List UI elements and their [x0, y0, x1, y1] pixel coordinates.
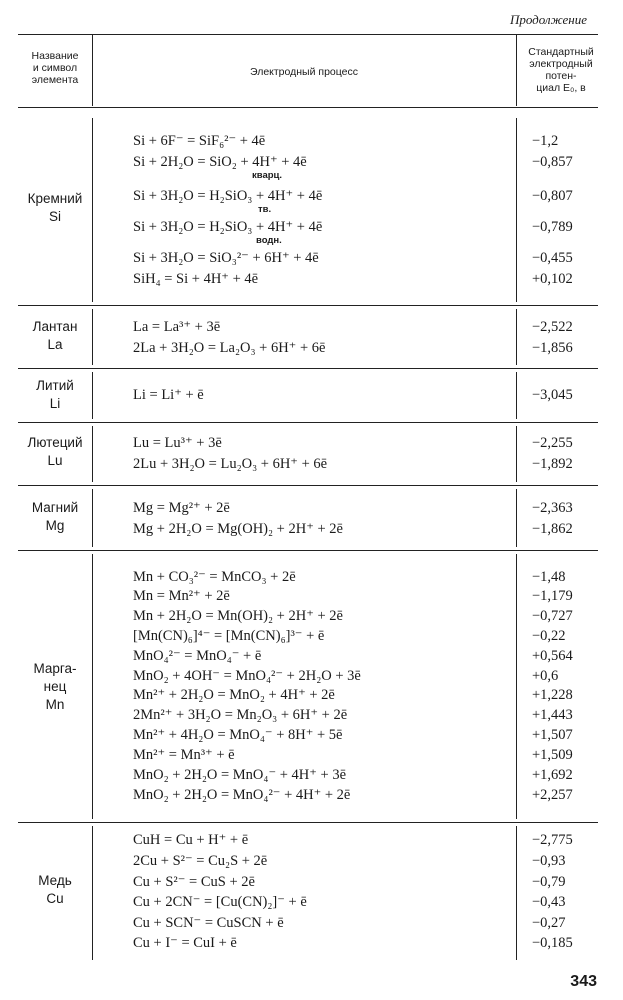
column-divider — [516, 554, 517, 819]
element-symbol: Mg — [45, 518, 65, 533]
section-rule — [18, 822, 598, 823]
potential: +1,509 — [532, 747, 573, 763]
reaction: 2Mn²⁺ + 3H₂O = Mn₂O₃ + 6H⁺ + 2ē — [133, 707, 348, 723]
element-symbol: Mn — [45, 697, 65, 712]
potential: −2,775 — [532, 832, 573, 848]
reaction: Mg = Mg²⁺ + 2ē — [133, 500, 230, 516]
reaction: Si + 3H₂O = H₂SiO₃ + 4H⁺ + 4ē — [133, 188, 323, 204]
reaction: Mn + 2H₂O = Mn(OH)₂ + 2H⁺ + 2ē — [133, 608, 343, 624]
reaction: Si + 3H₂O = H₂SiO₃ + 4H⁺ + 4ē — [133, 219, 323, 235]
header-name-line: элемента — [31, 74, 79, 86]
reaction: La = La³⁺ + 3ē — [133, 319, 221, 335]
header-name-line: и символ — [32, 62, 78, 74]
reaction: MnO₂ + 2H₂O = MnO₄⁻ + 4H⁺ + 3ē — [133, 767, 347, 783]
potential: −0,185 — [532, 935, 573, 951]
reaction: MnO₄²⁻ = MnO₄⁻ + ē — [133, 648, 262, 664]
potential: −3,045 — [532, 387, 573, 403]
element-name-line: Кремний — [27, 191, 83, 206]
potential: −2,522 — [532, 319, 573, 335]
potential: −1,179 — [532, 588, 573, 604]
potential: −0,789 — [532, 219, 573, 235]
potential: −0,27 — [532, 915, 566, 931]
section-rule — [18, 368, 598, 369]
continuation-label: Продолжение — [509, 12, 587, 27]
phase-note: тв. — [258, 204, 272, 215]
reaction: 2La + 3H₂O = La₂O₃ + 6H⁺ + 6ē — [133, 340, 326, 356]
element-symbol: Cu — [46, 891, 64, 906]
element-name-magnesium — [18, 499, 92, 535]
potential: −1,892 — [532, 456, 573, 472]
reaction: MnO₂ + 4OH⁻ = MnO₄²⁻ + 2H₂O + 3ē — [133, 668, 361, 684]
column-divider — [92, 554, 93, 819]
potential: −1,2 — [532, 133, 559, 149]
element-symbol: Li — [49, 396, 61, 411]
column-divider — [516, 118, 517, 302]
potential: +0,102 — [532, 271, 573, 287]
potential: +0,6 — [532, 668, 559, 684]
element-name-line: нец — [43, 679, 67, 694]
reaction: Si + 6F⁻ = SiF₆²⁻ + 4ē — [133, 133, 266, 149]
phase-note: водн. — [256, 235, 282, 246]
header-potential-line: Стандартный — [528, 46, 594, 58]
header-divider-right — [516, 34, 517, 106]
reaction: SiH₄ = Si + 4H⁺ + 4ē — [133, 271, 259, 287]
reaction: Si + 3H₂O = SiO₃²⁻ + 6H⁺ + 4ē — [133, 250, 319, 266]
header-potential-line: циал E₀, в — [536, 82, 586, 94]
reaction: Mn²⁺ = Mn³⁺ + ē — [133, 747, 235, 763]
element-name-silicon — [18, 190, 92, 226]
potential: −2,255 — [532, 435, 573, 451]
reaction: 2Lu + 3H₂O = Lu₂O₃ + 6H⁺ + 6ē — [133, 456, 328, 472]
reaction: Mn = Mn²⁺ + 2ē — [133, 588, 230, 604]
element-name-copper — [18, 872, 92, 908]
header-potential-column — [516, 46, 606, 94]
reaction: Mn²⁺ + 4H₂O = MnO₄⁻ + 8H⁺ + 5ē — [133, 727, 343, 743]
reaction: [Mn(CN)₆]⁴⁻ = [Mn(CN)₆]³⁻ + ē — [133, 628, 325, 644]
column-divider — [516, 826, 517, 960]
element-name-lanthanum — [18, 318, 92, 354]
element-name-line: Литий — [36, 378, 74, 393]
potential: +1,228 — [532, 687, 573, 703]
potential: −0,807 — [532, 188, 573, 204]
potential: −2,363 — [532, 500, 573, 516]
column-divider — [516, 426, 517, 482]
element-symbol: Si — [48, 209, 61, 224]
potential: −0,43 — [532, 894, 566, 910]
header-process-column: Электродный процесс — [250, 66, 358, 78]
reaction: Mn + CO₃²⁻ = MnCO₃ + 2ē — [133, 569, 296, 585]
section-rule — [18, 550, 598, 551]
element-symbol: La — [47, 337, 63, 352]
reaction: Mn²⁺ + 2H₂O = MnO₂ + 4H⁺ + 2ē — [133, 687, 335, 703]
phase-note: кварц. — [252, 170, 283, 181]
potential: +1,443 — [532, 707, 573, 723]
column-divider — [516, 309, 517, 365]
element-name-line: Магний — [31, 500, 79, 515]
element-name-line: Медь — [38, 873, 72, 888]
column-divider — [516, 489, 517, 547]
potential: +0,564 — [532, 648, 573, 664]
reaction: Si + 2H₂O = SiO₂ + 4H⁺ + 4ē — [133, 154, 307, 170]
header-bottom-rule — [18, 107, 598, 108]
header-name-column — [18, 50, 92, 86]
element-name-lithium — [18, 377, 92, 413]
column-divider — [92, 118, 93, 302]
potential: −0,727 — [532, 608, 573, 624]
header-potential-line: потен- — [545, 70, 577, 82]
potential: −0,79 — [532, 874, 566, 890]
element-name-line: Лантан — [32, 319, 78, 334]
element-name-line: Лютеций — [27, 435, 83, 450]
reaction: Mg + 2H₂O = Mg(OH)₂ + 2H⁺ + 2ē — [133, 521, 343, 537]
potential: −1,862 — [532, 521, 573, 537]
potential: +2,257 — [532, 787, 573, 803]
column-divider — [92, 489, 93, 547]
potential: +1,507 — [532, 727, 573, 743]
header-potential-line: электродный — [529, 58, 593, 70]
reaction: Cu + S²⁻ = CuS + 2ē — [133, 874, 255, 890]
reaction: Li = Li⁺ + ē — [133, 387, 204, 403]
reaction: Cu + 2CN⁻ = [Cu(CN)₂]⁻ + ē — [133, 894, 307, 910]
element-symbol: Lu — [47, 453, 63, 468]
element-name-manganese — [18, 660, 92, 714]
header-name-line: Название — [31, 50, 79, 62]
column-divider — [516, 372, 517, 419]
column-divider — [92, 372, 93, 419]
column-divider — [92, 826, 93, 960]
potential: −1,856 — [532, 340, 573, 356]
element-name-lutetium — [18, 434, 92, 470]
reaction: Cu + SCN⁻ = CuSCN + ē — [133, 915, 284, 931]
reaction: CuH = Cu + H⁺ + ē — [133, 832, 249, 848]
table-top-rule — [18, 34, 598, 35]
column-divider — [92, 426, 93, 482]
element-name-line: Марга- — [33, 661, 77, 676]
reaction: 2Cu + S²⁻ = Cu₂S + 2ē — [133, 853, 268, 869]
reaction: Cu + I⁻ = CuI + ē — [133, 935, 237, 951]
section-rule — [18, 305, 598, 306]
potential: −0,93 — [532, 853, 566, 869]
header-divider-left — [92, 34, 93, 106]
potential: −0,22 — [532, 628, 566, 644]
section-rule — [18, 485, 598, 486]
column-divider — [92, 309, 93, 365]
section-rule — [18, 422, 598, 423]
potential: −1,48 — [532, 569, 566, 585]
page-number: 343 — [570, 973, 597, 990]
reaction: Lu = Lu³⁺ + 3ē — [133, 435, 222, 451]
reaction: MnO₂ + 2H₂O = MnO₄²⁻ + 4H⁺ + 2ē — [133, 787, 351, 803]
potential: +1,692 — [532, 767, 573, 783]
potential: −0,857 — [532, 154, 573, 170]
potential: −0,455 — [532, 250, 573, 266]
